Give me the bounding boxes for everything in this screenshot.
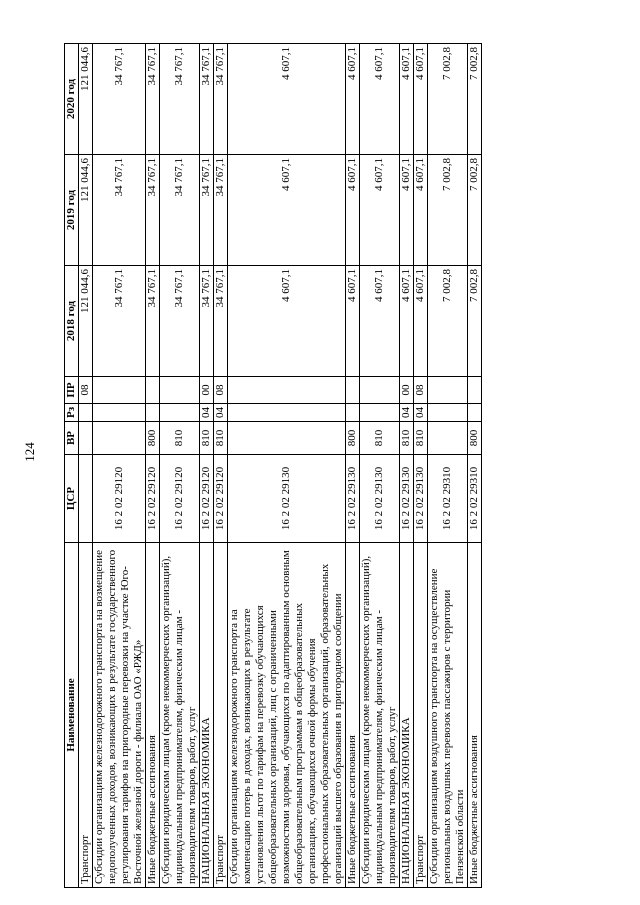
row-2018: 34 767,1 <box>160 266 200 377</box>
row-2020: 121 044,6 <box>79 44 93 155</box>
header-2018: 2018 год <box>65 266 79 377</box>
row-2018: 34 767,1 <box>214 266 228 377</box>
row-vr: 800 <box>346 422 360 455</box>
row-csr: 16 2 02 29120 <box>146 455 160 543</box>
table-row <box>400 44 414 888</box>
row-vr: 810 <box>160 422 200 455</box>
row-2018: 4 607,1 <box>346 266 360 377</box>
row-2020: 34 767,1 <box>160 44 200 155</box>
row-csr: 16 2 02 29130 <box>414 455 428 543</box>
row-2018: 4 607,1 <box>414 266 428 377</box>
row-2018: 7 002,8 <box>468 266 482 377</box>
row-rz <box>428 404 468 422</box>
row-csr: 16 2 02 29130 <box>228 455 346 543</box>
header-row <box>65 44 79 888</box>
row-pr: 00 <box>200 377 214 404</box>
table-row <box>214 44 228 888</box>
table-body <box>79 44 482 888</box>
row-vr: 810 <box>360 422 400 455</box>
table-row <box>93 44 146 888</box>
row-2019: 121 044,6 <box>79 155 93 266</box>
row-2018: 4 607,1 <box>360 266 400 377</box>
row-vr <box>93 422 146 455</box>
row-csr: 16 2 02 29130 <box>400 455 414 543</box>
row-2020: 4 607,1 <box>346 44 360 155</box>
row-pr <box>428 377 468 404</box>
row-pr <box>160 377 200 404</box>
row-vr: 810 <box>400 422 414 455</box>
row-2020: 4 607,1 <box>228 44 346 155</box>
row-csr: 16 2 02 29310 <box>468 455 482 543</box>
row-rz <box>160 404 200 422</box>
row-csr: 16 2 02 29120 <box>93 455 146 543</box>
row-rz <box>360 404 400 422</box>
header-rz: Рз <box>65 404 79 422</box>
row-2020: 34 767,1 <box>146 44 160 155</box>
row-2020: 4 607,1 <box>414 44 428 155</box>
row-2018: 121 044,6 <box>79 266 93 377</box>
row-2019: 34 767,1 <box>160 155 200 266</box>
row-pr: 08 <box>414 377 428 404</box>
row-2019: 34 767,1 <box>146 155 160 266</box>
row-name: Транспорт <box>414 543 428 888</box>
row-rz: 04 <box>400 404 414 422</box>
row-2019: 4 607,1 <box>228 155 346 266</box>
row-2020: 7 002,8 <box>428 44 468 155</box>
row-vr: 810 <box>214 422 228 455</box>
row-vr <box>228 422 346 455</box>
row-vr <box>79 422 93 455</box>
row-name: Транспорт <box>79 543 93 888</box>
row-pr: 08 <box>79 377 93 404</box>
row-name: НАЦИОНАЛЬНАЯ ЭКОНОМИКА <box>200 543 214 888</box>
row-rz: 04 <box>200 404 214 422</box>
row-name: Иные бюджетные ассигнования <box>346 543 360 888</box>
row-pr <box>93 377 146 404</box>
row-2020: 34 767,1 <box>214 44 228 155</box>
row-2018: 4 607,1 <box>228 266 346 377</box>
table-row <box>428 44 468 888</box>
table-row <box>468 44 482 888</box>
row-name: Субсидии юридическим лицам (кроме некоммерческих организаций), индивидуальным предпринимателям, физическим лицам - производителям товаров, работ, услуг <box>160 543 200 888</box>
row-2019: 34 767,1 <box>93 155 146 266</box>
row-rz <box>346 404 360 422</box>
row-vr: 800 <box>468 422 482 455</box>
row-2019: 7 002,8 <box>428 155 468 266</box>
row-rz <box>79 404 93 422</box>
row-2018: 34 767,1 <box>200 266 214 377</box>
row-name: Субсидии организациям железнодорожного транспорта на возмещение недополученных доходов, возникающих в результате государственного регулирования тарифов на пригородные перевозки на участке Юго-Восточной железной дороги - филиала ОАО «РЖД» <box>93 543 146 888</box>
header-csr: ЦСР <box>65 455 79 543</box>
row-rz: 04 <box>414 404 428 422</box>
row-csr: 16 2 02 29130 <box>346 455 360 543</box>
row-vr <box>428 422 468 455</box>
table-row <box>228 44 346 888</box>
row-2020: 4 607,1 <box>360 44 400 155</box>
row-csr: 16 2 02 29130 <box>360 455 400 543</box>
row-2020: 34 767,1 <box>200 44 214 155</box>
row-2018: 4 607,1 <box>400 266 414 377</box>
row-2018: 34 767,1 <box>93 266 146 377</box>
row-rz: 04 <box>214 404 228 422</box>
header-2019: 2019 год <box>65 155 79 266</box>
row-2019: 4 607,1 <box>414 155 428 266</box>
row-2019: 34 767,1 <box>200 155 214 266</box>
row-name: Иные бюджетные ассигнования <box>146 543 160 888</box>
table-row <box>146 44 160 888</box>
row-csr <box>79 455 93 543</box>
row-2018: 34 767,1 <box>146 266 160 377</box>
row-pr: 08 <box>214 377 228 404</box>
table-row <box>160 44 200 888</box>
row-2020: 4 607,1 <box>400 44 414 155</box>
row-csr: 16 2 02 29120 <box>200 455 214 543</box>
row-2019: 7 002,8 <box>468 155 482 266</box>
row-name: Транспорт <box>214 543 228 888</box>
row-name: Субсидии организациям железнодорожного транспорта на компенсацию потерь в доходах, возникающих в результате установления льгот по тарифам на перевозку обучающихся общеобразовательных организаций, лиц с ограниченными возможностями здоровья, обучающихся по адаптированным основным общеобразовательным программам в общеобразовательных организациях, обучающихся очной формы обучения профессиональных образовательных организаций, образовательных организаций высшего образования в пригородном сообщении <box>228 543 346 888</box>
header-name: Наименование <box>65 543 79 888</box>
row-csr: 16 2 02 29310 <box>428 455 468 543</box>
table-row <box>414 44 428 888</box>
table-row <box>360 44 400 888</box>
table-row <box>200 44 214 888</box>
budget-table <box>64 43 482 888</box>
header-2020: 2020 год <box>65 44 79 155</box>
row-2019: 4 607,1 <box>346 155 360 266</box>
row-2020: 34 767,1 <box>93 44 146 155</box>
page-number: 124 <box>22 442 37 462</box>
row-pr <box>228 377 346 404</box>
row-2019: 4 607,1 <box>400 155 414 266</box>
table-row <box>79 44 93 888</box>
row-pr: 00 <box>400 377 414 404</box>
row-name: Субсидии юридическим лицам (кроме некоммерческих организаций), индивидуальным предпринимателям, физическим лицам - производителям товаров, работ, услуг <box>360 543 400 888</box>
row-vr: 810 <box>200 422 214 455</box>
row-pr <box>360 377 400 404</box>
header-vr: ВР <box>65 422 79 455</box>
row-2019: 34 767,1 <box>214 155 228 266</box>
row-2020: 7 002,8 <box>468 44 482 155</box>
row-pr <box>468 377 482 404</box>
row-csr: 16 2 02 29120 <box>214 455 228 543</box>
row-name: Субсидии организациям воздушного транспорта на осуществление региональных воздушных перевозок пассажиров с территории Пензенской области <box>428 543 468 888</box>
row-rz <box>228 404 346 422</box>
row-vr: 800 <box>146 422 160 455</box>
row-rz <box>146 404 160 422</box>
row-rz <box>93 404 146 422</box>
rotated-page-content <box>64 44 580 888</box>
row-name: Иные бюджетные ассигнования <box>468 543 482 888</box>
row-2018: 7 002,8 <box>428 266 468 377</box>
row-pr <box>346 377 360 404</box>
row-name: НАЦИОНАЛЬНАЯ ЭКОНОМИКА <box>400 543 414 888</box>
table-row <box>346 44 360 888</box>
row-csr: 16 2 02 29120 <box>160 455 200 543</box>
row-2019: 4 607,1 <box>360 155 400 266</box>
row-pr <box>146 377 160 404</box>
row-rz <box>468 404 482 422</box>
header-pr: ПР <box>65 377 79 404</box>
row-vr: 810 <box>414 422 428 455</box>
